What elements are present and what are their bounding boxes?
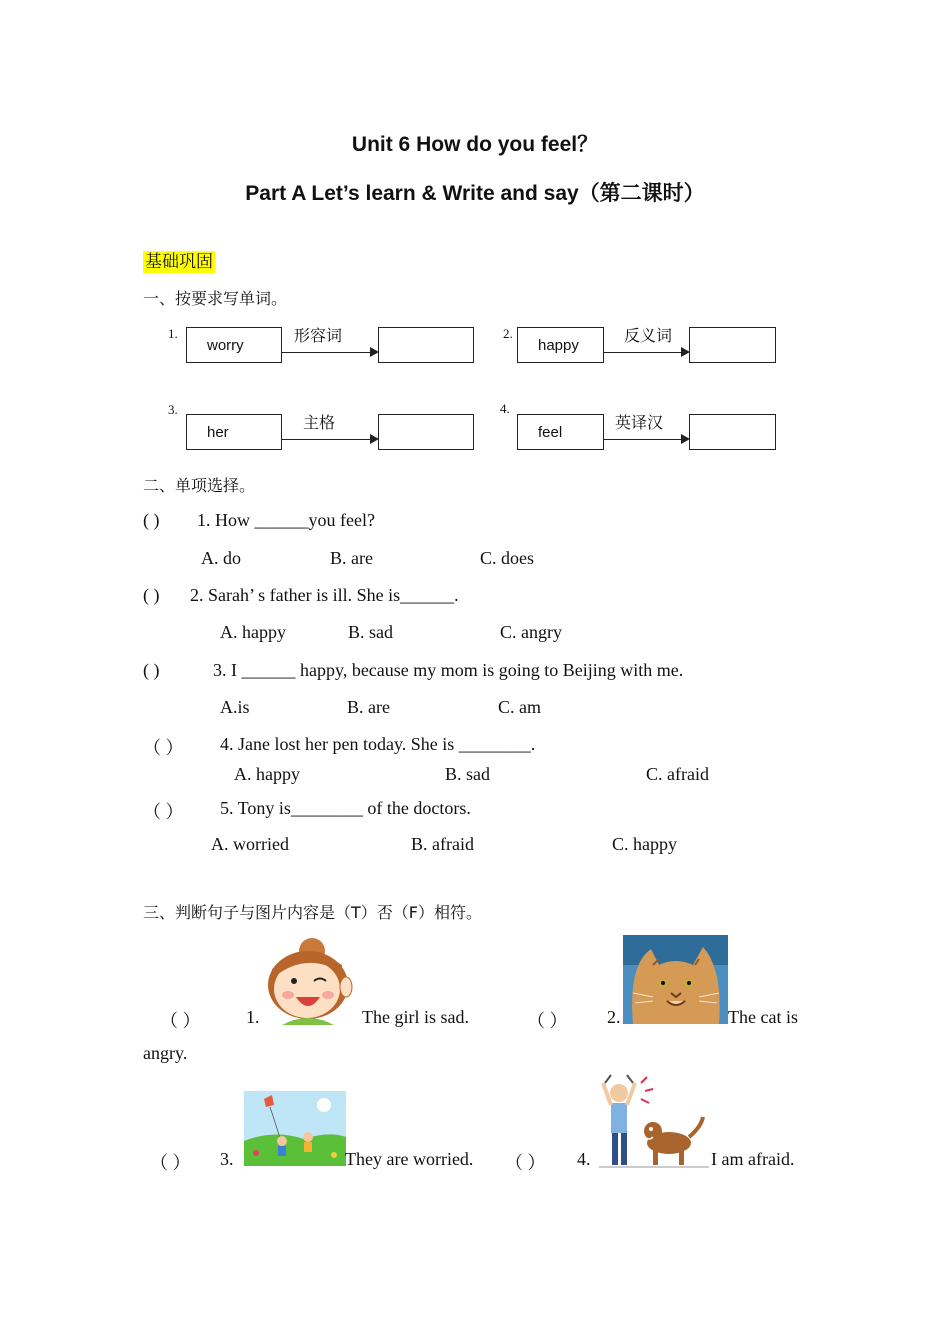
- p1-word-box: feel: [517, 414, 604, 450]
- p1-rule: 主格: [303, 413, 336, 432]
- q-stem: 1. How ______you feel?: [197, 510, 375, 530]
- page-subtitle: Part A Let’s learn & Write and say（第二课时）: [245, 182, 705, 205]
- q-paren[interactable]: ( ): [143, 510, 160, 530]
- q-option: B. afraid: [411, 834, 474, 854]
- q-option: B. sad: [445, 764, 490, 784]
- p1-answer-box[interactable]: [378, 327, 474, 363]
- q-option: C. angry: [500, 622, 562, 642]
- arrow-icon: [604, 439, 688, 440]
- arrow-icon: [604, 352, 688, 353]
- t-paren[interactable]: （ ）: [527, 1011, 568, 1031]
- p1-answer-box[interactable]: [378, 414, 474, 450]
- q-paren[interactable]: ( ): [143, 585, 160, 605]
- part2-heading: 二、单项选择。: [143, 476, 256, 495]
- t-num: 4.: [577, 1149, 591, 1169]
- t-text: The girl is sad.: [362, 1007, 469, 1027]
- q-option: B. are: [330, 548, 373, 568]
- q-option: C. does: [480, 548, 534, 568]
- angry-cat-photo: [623, 935, 728, 1024]
- arrow-icon: [282, 352, 377, 353]
- part3-heading: 三、判断句子与图片内容是（T）否（F）相符。: [143, 903, 482, 922]
- kids-kite-illustration: [244, 1091, 346, 1166]
- scared-man-dog-illustration: [597, 1073, 712, 1170]
- p1-item-num: 2.: [503, 326, 513, 341]
- t-num: 2.: [607, 1007, 621, 1027]
- t-text-cont: angry.: [143, 1043, 188, 1063]
- t-num: 1.: [246, 1007, 260, 1027]
- p1-word-box: happy: [517, 327, 604, 363]
- p1-rule: 反义词: [624, 326, 673, 345]
- q-option: C. afraid: [646, 764, 709, 784]
- t-paren[interactable]: （ ）: [150, 1153, 191, 1173]
- t-text: The cat is: [728, 1007, 798, 1027]
- happy-girl-illustration: [262, 937, 354, 1025]
- t-text: They are worried.: [345, 1149, 474, 1169]
- t-paren[interactable]: （ ）: [505, 1153, 546, 1173]
- t-num: 3.: [220, 1149, 234, 1169]
- q-stem: 5. Tony is________ of the doctors.: [220, 798, 471, 818]
- q-option: B. are: [347, 697, 390, 717]
- q-option: A.is: [220, 697, 250, 717]
- p1-item-num: 3.: [168, 402, 178, 417]
- section-label: 基础巩固: [145, 252, 213, 272]
- q-option: C. happy: [612, 834, 677, 854]
- q-option: B. sad: [348, 622, 393, 642]
- q-option: A. do: [201, 548, 241, 568]
- page-title: Unit 6 How do you feel？: [351, 133, 599, 156]
- q-paren[interactable]: （ ）: [143, 738, 184, 758]
- q-option: A. happy: [234, 764, 300, 784]
- q-option: A. worried: [211, 834, 289, 854]
- part1-heading: 一、按要求写单词。: [143, 289, 288, 308]
- p1-answer-box[interactable]: [689, 414, 776, 450]
- q-stem: 3. I ______ happy, because my mom is going to Beijing with me.: [213, 660, 684, 680]
- t-text: I am afraid.: [711, 1149, 795, 1169]
- p1-word-box: her: [186, 414, 282, 450]
- q-paren[interactable]: ( ): [143, 660, 160, 680]
- q-option: A. happy: [220, 622, 286, 642]
- arrow-icon: [282, 439, 377, 440]
- p1-rule: 形容词: [294, 326, 343, 345]
- p1-item-num: 1.: [168, 326, 178, 341]
- q-stem: 4. Jane lost her pen today. She is ________.: [220, 734, 536, 754]
- q-stem: 2. Sarah’ s father is ill. She is______.: [190, 585, 459, 605]
- q-paren[interactable]: （ ）: [143, 802, 184, 822]
- p1-rule: 英译汉: [615, 413, 664, 432]
- t-paren[interactable]: （ ）: [160, 1011, 201, 1031]
- p1-answer-box[interactable]: [689, 327, 776, 363]
- p1-item-num: 4.: [500, 401, 510, 416]
- q-option: C. am: [498, 697, 541, 717]
- p1-word-box: worry: [186, 327, 282, 363]
